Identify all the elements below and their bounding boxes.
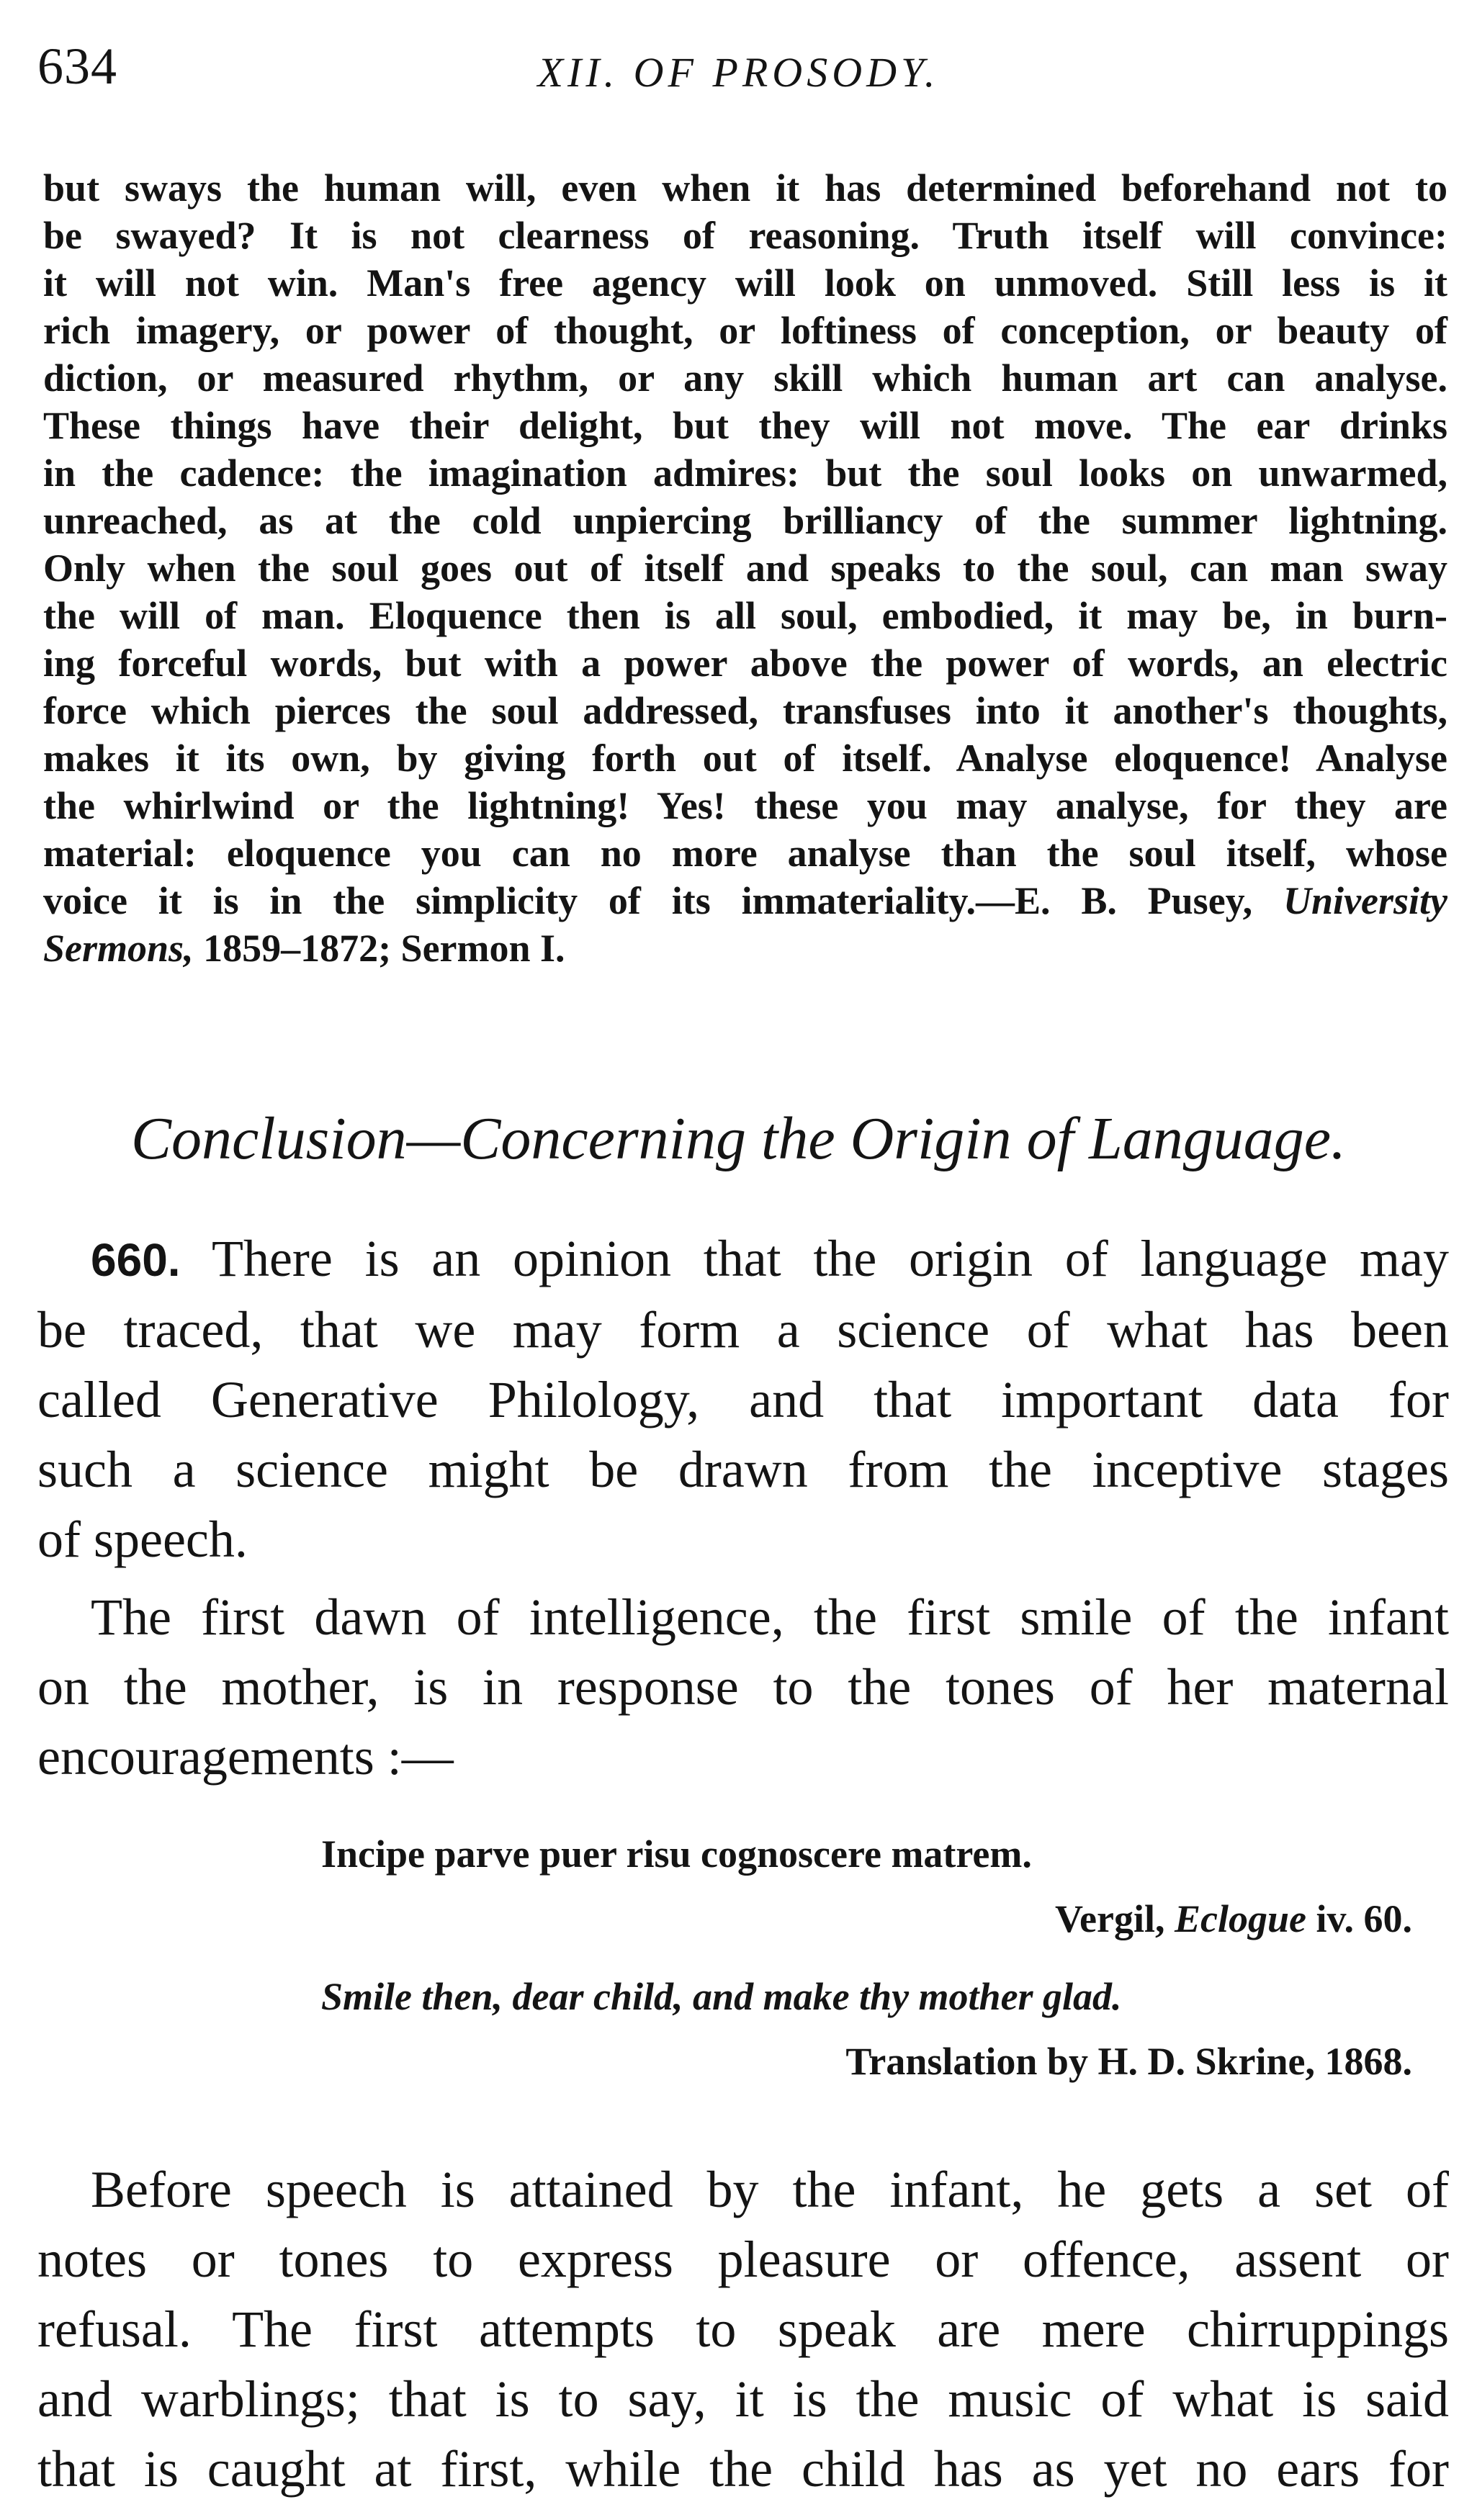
running-title: XII. OF PROSODY. <box>537 49 940 96</box>
section-heading: Conclusion—Concerning the Origin of Language. <box>131 1105 1346 1172</box>
paragraph-line: encouragements :— <box>37 1728 454 1786</box>
quote-line: These things have their delight, but they will not move. The ear drinks <box>43 404 1447 447</box>
quote-line: diction, or measured rhythm, or any skill which human art can analyse. <box>43 356 1447 400</box>
quote-line <box>43 877 1447 924</box>
paragraph-number: 660. <box>91 1234 181 1286</box>
paragraph-line: The first dawn of intelligence, the first smile of the infant <box>91 1588 1449 1646</box>
source-details: 1859–1872; Sermon I. <box>203 927 565 970</box>
quote-line-text: voice it is in the simplicity of its immateriality.—E. B. Pusey, <box>43 879 1253 922</box>
quote-line: material: eloquence you can no more analyse than the soul itself, whose <box>43 832 1447 875</box>
quote-line: it will not win. Man's free agency will look on unmoved. Still less is it <box>43 261 1447 305</box>
quote-line: ing forceful words, but with a power above the power of words, an electric <box>43 642 1447 685</box>
quotation-block <box>43 164 1447 972</box>
source-title-part-1: University <box>1283 879 1448 922</box>
verse-latin-citation <box>1055 1899 1412 1938</box>
citation-ref: iv. 60. <box>1316 1897 1412 1940</box>
quote-line: but sways the human will, even when it has determined beforehand not to <box>43 166 1447 210</box>
quote-line: in the cadence: the imagination admires: but the soul looks on unwarmed, <box>43 451 1447 495</box>
verse-latin: Incipe parve puer risu cognoscere matrem. <box>321 1832 1032 1876</box>
paragraph-line: such a science might be drawn from the inceptive stages <box>37 1441 1449 1498</box>
paragraph-line: refusal. The first attempts to speak are mere chirruppings <box>37 2300 1449 2358</box>
citation-work: Eclogue <box>1174 1897 1306 1940</box>
quote-line: force which pierces the soul addressed, transfuses into it another's thoughts, <box>43 689 1447 732</box>
quote-line: rich imagery, or power of thought, or loftiness of conception, or beauty of <box>43 309 1447 352</box>
paragraph-before-speech <box>37 2155 1449 2504</box>
paragraph-line <box>37 1224 1449 1295</box>
quote-line: makes it its own, by giving forth out of itself. Analyse eloquence! Analyse <box>43 737 1447 780</box>
paragraph-line: and warblings; that is to say, it is the music of what is said <box>37 2370 1449 2428</box>
paragraph-line: of speech. <box>37 1511 248 1568</box>
quote-line: the will of man. Eloquence then is all soul, embodied, it may be, in burn- <box>43 594 1447 637</box>
paragraph-line: notes or tones to express pleasure or offence, assent or <box>37 2231 1449 2288</box>
quote-line: unreached, as at the cold unpiercing brilliancy of the summer lightning. <box>43 499 1447 542</box>
paragraph-line: called Generative Philology, and that important data for <box>37 1371 1449 1428</box>
paragraph-line: Before speech is attained by the infant, he gets a set of <box>91 2161 1449 2218</box>
paragraph-line: that is caught at first, while the child has as yet no ears for <box>37 2440 1449 2498</box>
paragraph-line: on the mother, is in response to the tones of her maternal <box>37 1658 1449 1716</box>
paragraph-line: be traced, that we may form a science of what has been <box>37 1301 1449 1359</box>
page-number: 634 <box>37 37 117 95</box>
quote-line <box>43 924 1447 972</box>
quote-line: Only when the soul goes out of itself and speaks to the soul, can man sway <box>43 546 1447 590</box>
quote-line: the whirlwind or the lightning! Yes! these you may analyse, for they are <box>43 784 1447 827</box>
verse-english: Smile then, dear child, and make thy mother glad. <box>321 1975 1122 2018</box>
citation-author: Vergil, <box>1054 1897 1165 1940</box>
paragraph-line-text: There is an opinion that the origin of language may <box>211 1230 1449 1287</box>
paragraph-660 <box>37 1224 1449 1575</box>
source-title-part-2: Sermons, <box>43 927 194 970</box>
quote-line: be swayed? It is not clearness of reasoning. Truth itself will convince: <box>43 214 1447 257</box>
verse-english-citation: Translation by H. D. Skrine, 1868. <box>845 2040 1412 2083</box>
paragraph-infant-smile <box>37 1583 1449 1792</box>
